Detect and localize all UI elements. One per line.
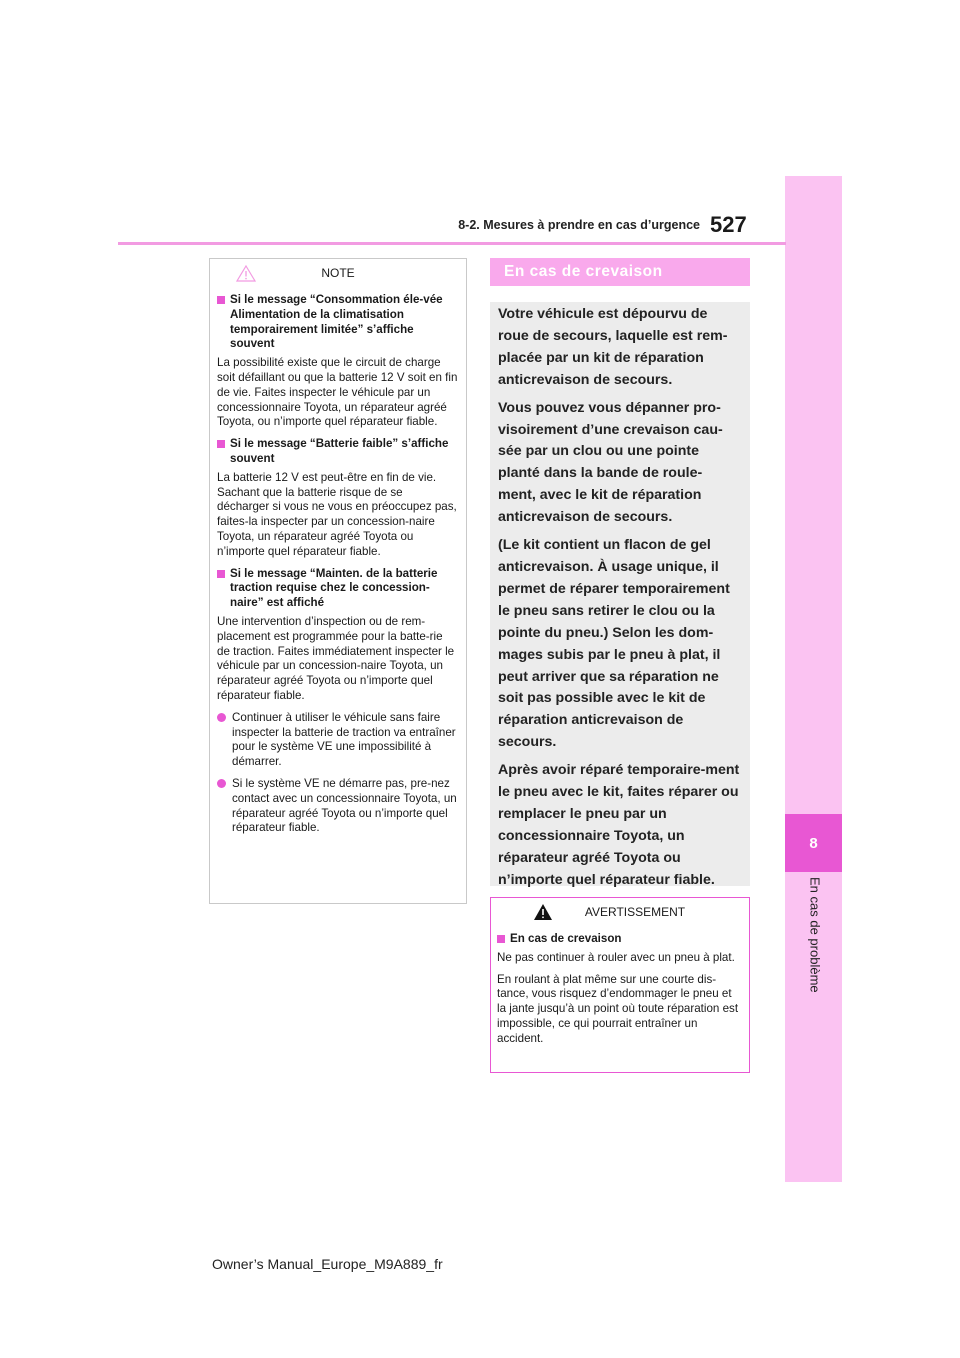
note-item-2-title: Si le message “Batterie faible” s’affiche souvent xyxy=(230,437,449,465)
round-bullet-icon xyxy=(217,779,226,788)
note-bullet-1 xyxy=(217,711,458,770)
note-box xyxy=(209,258,467,904)
footer-text: Owner’s Manual_Europe_M9A889_fr xyxy=(212,1256,443,1272)
warning-paragraph-1: Ne pas continuer à rouler avec un pneu à plat. xyxy=(497,950,735,964)
section-paragraph-2: Vous pouvez vous dépanner pro-visoirement d’une crevaison cau-sée par un clou ou une pointe planté dans la bande de roule-ment, avec le kit de réparation anticrevaison de secours. xyxy=(498,399,723,526)
warning-heading: AVERTISSEMENT xyxy=(584,905,686,919)
note-item-3-title: Si le message “Mainten. de la batterie traction requise chez le concession-naire” est affiché xyxy=(230,566,438,610)
note-item-1-text: La possibilité existe que le circuit de charge soit défaillant ou que la batterie 12 V soit en fin de vie. Faites inspecter le véhicule par un concessionnaire Toyota, un réparateur agréé Toyota, ou n’importe quel réparateur fiable. xyxy=(217,356,458,429)
note-item-3-title-row xyxy=(217,567,458,611)
warning-paragraph-2: En roulant à plat même sur une courte dis-tance, vous risquez d’endommager le pneu et la jante jusqu’à un point où toute réparation est impossible, ce qui pourrait entraîner un accident. xyxy=(497,972,739,1045)
section-paragraph-1: Votre véhicule est dépourvu de roue de secours, laquelle est rem-placée par un kit de réparation anticrevaison de secours. xyxy=(498,306,728,388)
warning-title: En cas de crevaison xyxy=(510,932,622,945)
note-heading: NOTE xyxy=(321,266,355,280)
section-title: En cas de crevaison xyxy=(490,258,750,286)
section-paragraph-3: (Le kit contient un flacon de gel anticrevaison. À usage unique, il permet de réparer temporairement le pneu sans retirer le clou ou la pointe du pneu.) Selon les dom-mages subis par le pneu à plat, il peut arriver que sa réparation ne soit pas possible avec le kit de réparation anticrevaison de secours. xyxy=(498,537,730,751)
note-item-1-title: Si le message “Consommation éle-vée Alimentation de la climatisation temporairement limitée” s’affiche souvent xyxy=(230,293,443,351)
caution-triangle-icon xyxy=(236,265,256,282)
warning-title-row xyxy=(497,932,741,947)
warning-triangle-icon xyxy=(533,903,553,921)
warning-body xyxy=(491,926,749,1047)
note-header xyxy=(210,259,466,287)
section-intro-box xyxy=(490,302,750,886)
square-bullet-icon xyxy=(217,440,225,448)
warning-header xyxy=(491,898,749,926)
note-bullet-2 xyxy=(217,777,458,836)
note-item-2-text: La batterie 12 V est peut-être en fin de vie. Sachant que la batterie risque de se décharger si vous ne vous en préoccupez pas, faites-la inspecter par un concession-naire Toyota, un réparateur agréé Toyota ou n’importe quel réparateur fiable. xyxy=(217,470,457,558)
square-bullet-icon xyxy=(217,296,225,304)
note-item-3-text: Une intervention d’inspection ou de rem-placement est programmée pour la batte-rie de traction. Faites immédiatement inspecter le véhicule par un concession-naire Toyota, un réparateur agréé Toyota ou n’importe quel réparateur fiable. xyxy=(217,614,455,702)
note-item-1-title-row xyxy=(217,293,458,352)
note-body xyxy=(210,287,466,836)
note-item-2-title-row xyxy=(217,437,458,467)
note-bullet-2-text: Si le système VE ne démarre pas, pre-nez contact avec un concessionnaire Toyota, un réparateur agréé Toyota ou n’importe quel réparateur fiable. xyxy=(232,776,457,835)
section-paragraph-4: Après avoir réparé temporaire-ment le pneu avec le kit, faites réparer ou remplacer le pneu par un concessionnaire Toyota, un réparateur agréé Toyota ou n’importe quel réparateur fiable. xyxy=(498,762,740,888)
round-bullet-icon xyxy=(217,713,226,722)
chapter-number-tab: 8 xyxy=(785,814,842,872)
chapter-heading: 8-2. Mesures à prendre en cas d’urgence xyxy=(458,218,700,232)
square-bullet-icon xyxy=(497,935,505,943)
square-bullet-icon xyxy=(217,570,225,578)
note-bullet-1-text: Continuer à utiliser le véhicule sans faire inspecter la batterie de traction va entraîner pour le système VE une impossibilité à démarrer. xyxy=(232,710,456,769)
page-number: 527 xyxy=(710,212,747,237)
side-tab xyxy=(785,176,842,1182)
warning-box xyxy=(490,897,750,1073)
chapter-side-label: En cas de problème xyxy=(807,877,823,993)
header-rule xyxy=(118,242,786,245)
